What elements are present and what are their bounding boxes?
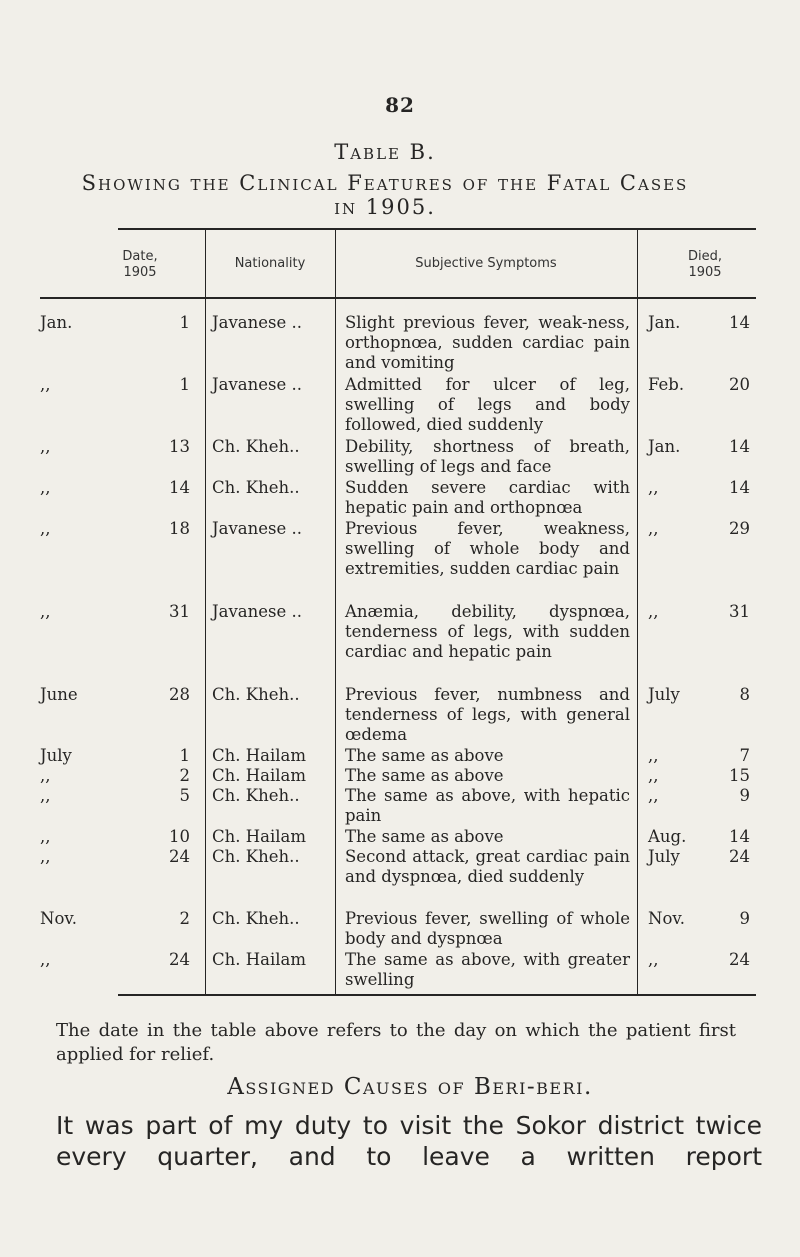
symptoms: Second attack, great cardiac pain and dyspnœa, died suddenly [345, 847, 630, 886]
date-month: ,, [40, 766, 51, 785]
symptoms: Slight previous fever, weak-ness, orthopnœa, sudden cardiac pain and vomiting [345, 313, 630, 372]
header-died [665, 249, 745, 281]
header-died-line-1: Died, [687, 249, 722, 264]
died-day: 31 [729, 602, 750, 621]
died-month: Nov. [648, 909, 685, 928]
date-day: 2 [179, 909, 190, 928]
died-month: Aug. [648, 827, 687, 846]
column-divider-3 [637, 229, 638, 994]
header-died-line-2: 1905 [688, 265, 722, 280]
column-divider-2 [335, 229, 336, 994]
table-subtitle-line-1: Showing the Clinical Features of the Fatal Cases [81, 171, 689, 195]
nationality: Javanese .. [212, 519, 302, 538]
nationality: Ch. Kheh.. [212, 847, 300, 866]
table-subtitle [0, 171, 770, 219]
died-day: 24 [729, 847, 750, 866]
symptoms: Previous fever, weakness, swelling of whole body and extremities, sudden cardiac pain [345, 519, 630, 578]
symptoms: Anæmia, debility, dyspnœa, tenderness of legs, with sudden cardiac and hepatic pain [345, 602, 630, 661]
nationality: Ch. Kheh.. [212, 786, 300, 805]
died-month: ,, [648, 950, 659, 969]
date-day: 1 [179, 746, 190, 765]
date-day: 24 [169, 847, 190, 866]
table-footnote: The date in the table above refers to the day on which the patient first applied for relief. [56, 1020, 736, 1065]
symptoms: Previous fever, swelling of whole body and dyspnœa [345, 909, 630, 948]
died-month: ,, [648, 478, 659, 497]
date-month: ,, [40, 847, 51, 866]
nationality: Javanese .. [212, 313, 302, 332]
date-month: Jan. [40, 313, 73, 332]
date-month: ,, [40, 827, 51, 846]
table-title: Table B. [334, 140, 436, 164]
date-day: 28 [169, 685, 190, 704]
died-month: Jan. [648, 437, 681, 456]
date-day: 24 [169, 950, 190, 969]
died-day: 8 [739, 685, 750, 704]
date-day: 1 [179, 313, 190, 332]
section-heading: Assigned Causes of Beri-beri. [227, 1074, 593, 1100]
died-day: 15 [729, 766, 750, 785]
date-month: June [40, 685, 78, 704]
died-day: 24 [729, 950, 750, 969]
date-day: 18 [169, 519, 190, 538]
date-month: ,, [40, 950, 51, 969]
died-day: 9 [739, 786, 750, 805]
symptoms: Sudden severe cardiac with hepatic pain and orthopnœa [345, 478, 630, 517]
page-number: 82 [385, 93, 415, 117]
nationality: Ch. Kheh.. [212, 685, 300, 704]
date-day: 2 [179, 766, 190, 785]
date-month: ,, [40, 786, 51, 805]
died-day: 29 [729, 519, 750, 538]
table-top-rule [118, 228, 756, 230]
date-month: July [40, 746, 72, 765]
nationality: Ch. Hailam [212, 827, 307, 846]
symptoms: Admitted for ulcer of leg, swelling of legs and body followed, died suddenly [345, 375, 630, 434]
died-month: July [648, 685, 680, 704]
table-subtitle-line-2: in 1905. [334, 195, 436, 219]
date-day: 13 [169, 437, 190, 456]
column-divider-1 [205, 229, 206, 994]
symptoms: The same as above [345, 746, 504, 765]
date-day: 5 [179, 786, 190, 805]
died-day: 7 [739, 746, 750, 765]
died-day: 14 [729, 313, 750, 332]
symptoms: The same as above [345, 827, 504, 846]
date-day: 10 [169, 827, 190, 846]
date-month: ,, [40, 375, 51, 394]
died-month: Jan. [648, 313, 681, 332]
nationality: Ch. Hailam [212, 766, 307, 785]
header-date-line-1: Date, [122, 249, 158, 264]
date-day: 14 [169, 478, 190, 497]
header-date [100, 249, 180, 281]
nationality: Ch. Kheh.. [212, 478, 300, 497]
symptoms: The same as above, with greater swelling [345, 950, 630, 989]
died-month: ,, [648, 766, 659, 785]
nationality: Ch. Hailam [212, 950, 307, 969]
died-day: 14 [729, 827, 750, 846]
died-month: ,, [648, 602, 659, 621]
died-month: ,, [648, 519, 659, 538]
nationality: Ch. Hailam [212, 746, 307, 765]
date-day: 1 [179, 375, 190, 394]
table-bottom-rule [118, 994, 756, 996]
died-day: 14 [729, 437, 750, 456]
date-month: Nov. [40, 909, 77, 928]
header-symptoms: Subjective Symptoms [415, 256, 557, 271]
date-month: ,, [40, 602, 51, 621]
died-month: July [648, 847, 680, 866]
date-month: ,, [40, 478, 51, 497]
date-day: 31 [169, 602, 190, 621]
died-day: 14 [729, 478, 750, 497]
died-day: 9 [739, 909, 750, 928]
date-month: ,, [40, 519, 51, 538]
nationality: Javanese .. [212, 602, 302, 621]
nationality: Javanese .. [212, 375, 302, 394]
nationality: Ch. Kheh.. [212, 909, 300, 928]
died-month: ,, [648, 786, 659, 805]
header-nationality: Nationality [234, 256, 306, 271]
symptoms: The same as above, with hepatic pain [345, 786, 630, 825]
symptoms: The same as above [345, 766, 504, 785]
symptoms: Debility, shortness of breath, swelling of legs and face [345, 437, 630, 476]
date-month: ,, [40, 437, 51, 456]
died-day: 20 [729, 375, 750, 394]
died-month: Feb. [648, 375, 685, 394]
symptoms: Previous fever, numbness and tenderness of legs, with general œdema [345, 685, 630, 744]
nationality: Ch. Kheh.. [212, 437, 300, 456]
died-month: ,, [648, 746, 659, 765]
table-header-rule [40, 297, 756, 299]
body-paragraph: It was part of my duty to visit the Sokor district twice every quarter, and to leave a written report [56, 1111, 762, 1171]
header-date-line-2: 1905 [123, 265, 157, 280]
